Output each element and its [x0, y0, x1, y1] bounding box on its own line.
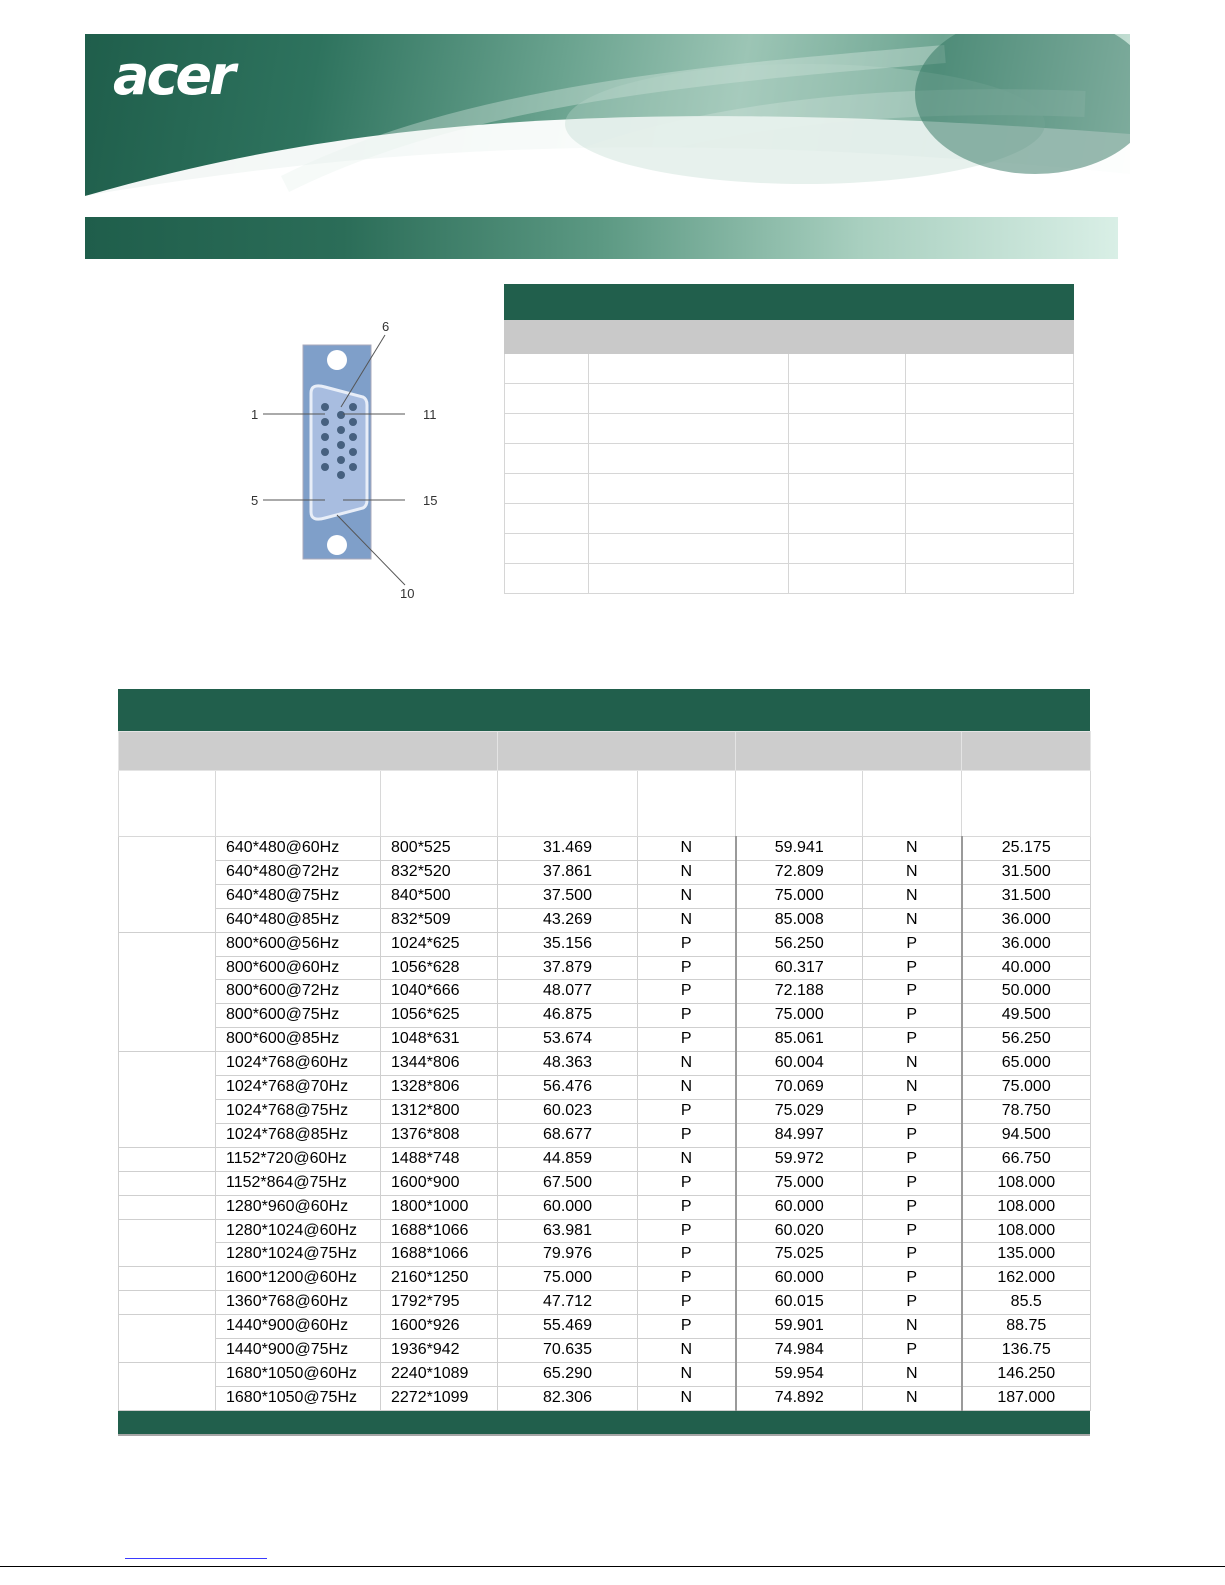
timing-table-section — [118, 689, 1090, 1436]
mode-group-cell — [119, 1291, 216, 1315]
total-pixels-cell: 1056*625 — [381, 1004, 498, 1028]
timing-row — [119, 1171, 1091, 1195]
v-polarity-cell: P — [863, 1099, 962, 1123]
pixel-clock-cell: 162.000 — [962, 1267, 1091, 1291]
total-pixels-cell: 2272*1099 — [381, 1386, 498, 1410]
v-polarity-cell: P — [863, 1195, 962, 1219]
v-frequency-cell: 75.000 — [736, 884, 863, 908]
v-polarity-cell: N — [863, 884, 962, 908]
total-pixels-cell: 2160*1250 — [381, 1267, 498, 1291]
pin-table-title-row — [505, 285, 1074, 320]
pixel-clock-cell: 36.000 — [962, 908, 1091, 932]
resolution-cell: 1440*900@60Hz — [216, 1315, 381, 1339]
h-polarity-cell: P — [638, 1243, 736, 1267]
pin-assignment-table — [504, 284, 1074, 594]
timing-table-body — [119, 837, 1091, 1411]
pixel-clock-cell: 75.000 — [962, 1076, 1091, 1100]
total-pixels-cell: 1376*808 — [381, 1123, 498, 1147]
v-polarity-cell: N — [863, 1076, 962, 1100]
pixel-clock-cell: 78.750 — [962, 1099, 1091, 1123]
resolution-cell: 1600*1200@60Hz — [216, 1267, 381, 1291]
resolution-cell: 1680*1050@75Hz — [216, 1386, 381, 1410]
v-polarity-cell: P — [863, 1219, 962, 1243]
timing-row — [119, 1147, 1091, 1171]
h-frequency-cell: 65.290 — [498, 1362, 638, 1386]
timing-group-header-row — [119, 732, 1091, 771]
h-frequency-cell: 68.677 — [498, 1123, 638, 1147]
v-polarity-cell: N — [863, 837, 962, 861]
v-frequency-cell: 75.029 — [736, 1099, 863, 1123]
h-frequency-cell: 67.500 — [498, 1171, 638, 1195]
h-frequency-cell: 43.269 — [498, 908, 638, 932]
pixel-clock-cell: 136.75 — [962, 1339, 1091, 1363]
timing-row — [119, 884, 1091, 908]
h-polarity-cell: P — [638, 1028, 736, 1052]
v-polarity-cell: N — [863, 1052, 962, 1076]
v-frequency-cell: 60.000 — [736, 1195, 863, 1219]
pixel-clock-cell: 36.000 — [962, 932, 1091, 956]
mode-group-cell — [119, 932, 216, 1052]
pin-label-15: 15 — [423, 493, 438, 508]
pin-table-row — [505, 534, 1074, 564]
v-polarity-cell: P — [863, 1123, 962, 1147]
total-pixels-cell: 1800*1000 — [381, 1195, 498, 1219]
pin-table-row — [505, 504, 1074, 534]
h-polarity-cell: P — [638, 1267, 736, 1291]
timing-table — [118, 731, 1091, 1411]
total-pixels-cell: 1792*795 — [381, 1291, 498, 1315]
resolution-cell: 640*480@60Hz — [216, 837, 381, 861]
footer-link-underline — [125, 1558, 267, 1559]
v-frequency-cell: 85.061 — [736, 1028, 863, 1052]
v-polarity-cell: P — [863, 1147, 962, 1171]
h-polarity-cell: N — [638, 837, 736, 861]
timing-table-title-bar — [118, 689, 1090, 731]
mode-group-cell — [119, 1362, 216, 1410]
mode-group-cell — [119, 1052, 216, 1148]
h-frequency-cell: 37.861 — [498, 860, 638, 884]
v-polarity-cell: P — [863, 932, 962, 956]
resolution-cell: 800*600@85Hz — [216, 1028, 381, 1052]
timing-row — [119, 1243, 1091, 1267]
timing-row — [119, 1339, 1091, 1363]
pixel-clock-cell: 25.175 — [962, 837, 1091, 861]
resolution-cell: 1360*768@60Hz — [216, 1291, 381, 1315]
mode-group-cell — [119, 1171, 216, 1195]
h-polarity-cell: P — [638, 1123, 736, 1147]
timing-row — [119, 1195, 1091, 1219]
timing-row — [119, 1291, 1091, 1315]
timing-row — [119, 1219, 1091, 1243]
timing-row — [119, 1123, 1091, 1147]
v-polarity-cell: N — [863, 1362, 962, 1386]
pixel-clock-cell: 31.500 — [962, 860, 1091, 884]
v-frequency-cell: 60.015 — [736, 1291, 863, 1315]
pin-table-subheader-row — [505, 320, 1074, 354]
total-pixels-cell: 1328*806 — [381, 1076, 498, 1100]
resolution-cell: 800*600@60Hz — [216, 956, 381, 980]
h-polarity-cell: N — [638, 860, 736, 884]
total-pixels-cell: 1056*628 — [381, 956, 498, 980]
timing-row — [119, 1076, 1091, 1100]
banner-swoosh-graphic — [85, 34, 1130, 196]
h-frequency-cell: 79.976 — [498, 1243, 638, 1267]
pin-table-row — [505, 354, 1074, 384]
v-polarity-cell: N — [863, 1315, 962, 1339]
timing-row — [119, 932, 1091, 956]
timing-row — [119, 1315, 1091, 1339]
v-frequency-cell: 72.809 — [736, 860, 863, 884]
h-frequency-cell: 70.635 — [498, 1339, 638, 1363]
footer-rule — [0, 1566, 1225, 1567]
resolution-cell: 1280*1024@60Hz — [216, 1219, 381, 1243]
v-frequency-cell: 85.008 — [736, 908, 863, 932]
total-pixels-cell: 1312*800 — [381, 1099, 498, 1123]
h-frequency-cell: 60.000 — [498, 1195, 638, 1219]
pixel-clock-cell: 40.000 — [962, 956, 1091, 980]
resolution-cell: 1024*768@85Hz — [216, 1123, 381, 1147]
h-polarity-cell: P — [638, 956, 736, 980]
h-polarity-cell: P — [638, 1171, 736, 1195]
resolution-cell: 1680*1050@60Hz — [216, 1362, 381, 1386]
h-frequency-cell: 55.469 — [498, 1315, 638, 1339]
resolution-cell: 1152*720@60Hz — [216, 1147, 381, 1171]
pixel-clock-cell: 135.000 — [962, 1243, 1091, 1267]
total-pixels-cell: 2240*1089 — [381, 1362, 498, 1386]
h-polarity-cell: N — [638, 908, 736, 932]
h-polarity-cell: N — [638, 1386, 736, 1410]
h-polarity-cell: P — [638, 1195, 736, 1219]
v-polarity-cell: N — [863, 860, 962, 884]
timing-row — [119, 1028, 1091, 1052]
pin-label-11: 11 — [423, 407, 437, 422]
mode-group-cell — [119, 1315, 216, 1363]
v-frequency-cell: 60.000 — [736, 1267, 863, 1291]
pin-table-row — [505, 474, 1074, 504]
total-pixels-cell: 1048*631 — [381, 1028, 498, 1052]
total-pixels-cell: 1024*625 — [381, 932, 498, 956]
v-frequency-cell: 59.972 — [736, 1147, 863, 1171]
v-polarity-cell: P — [863, 1267, 962, 1291]
resolution-cell: 800*600@56Hz — [216, 932, 381, 956]
timing-row — [119, 1267, 1091, 1291]
resolution-cell: 640*480@75Hz — [216, 884, 381, 908]
h-polarity-cell: N — [638, 1076, 736, 1100]
total-pixels-cell: 1688*1066 — [381, 1219, 498, 1243]
h-frequency-cell: 47.712 — [498, 1291, 638, 1315]
pixel-clock-cell: 56.250 — [962, 1028, 1091, 1052]
resolution-cell: 1152*864@75Hz — [216, 1171, 381, 1195]
pixel-clock-cell: 50.000 — [962, 980, 1091, 1004]
timing-column-header-row — [119, 771, 1091, 837]
h-polarity-cell: P — [638, 1315, 736, 1339]
timing-row — [119, 860, 1091, 884]
timing-row — [119, 908, 1091, 932]
timing-row — [119, 1386, 1091, 1410]
resolution-cell: 640*480@72Hz — [216, 860, 381, 884]
total-pixels-cell: 1488*748 — [381, 1147, 498, 1171]
timing-table-footer-bar — [118, 1411, 1090, 1436]
pixel-clock-cell: 108.000 — [962, 1195, 1091, 1219]
h-frequency-cell: 48.363 — [498, 1052, 638, 1076]
pin-label-1: 1 — [251, 407, 259, 422]
pixel-clock-cell: 108.000 — [962, 1219, 1091, 1243]
h-frequency-cell: 48.077 — [498, 980, 638, 1004]
pixel-clock-cell: 88.75 — [962, 1315, 1091, 1339]
v-polarity-cell: P — [863, 980, 962, 1004]
mode-group-cell — [119, 1195, 216, 1219]
h-polarity-cell: P — [638, 1219, 736, 1243]
total-pixels-cell: 1040*666 — [381, 980, 498, 1004]
pixel-clock-cell: 85.5 — [962, 1291, 1091, 1315]
vga-connector-diagram — [245, 315, 455, 605]
v-polarity-cell: P — [863, 1339, 962, 1363]
v-polarity-cell: N — [863, 1386, 962, 1410]
h-polarity-cell: P — [638, 1291, 736, 1315]
total-pixels-cell: 800*525 — [381, 837, 498, 861]
h-frequency-cell: 37.500 — [498, 884, 638, 908]
resolution-cell: 1024*768@60Hz — [216, 1052, 381, 1076]
pin-table-row — [505, 384, 1074, 414]
v-frequency-cell: 72.188 — [736, 980, 863, 1004]
h-frequency-cell: 60.023 — [498, 1099, 638, 1123]
pixel-clock-cell: 187.000 — [962, 1386, 1091, 1410]
section-header-bar — [85, 217, 1118, 259]
pixel-clock-cell: 108.000 — [962, 1171, 1091, 1195]
resolution-cell: 1280*1024@75Hz — [216, 1243, 381, 1267]
h-polarity-cell: N — [638, 1339, 736, 1363]
v-frequency-cell: 75.025 — [736, 1243, 863, 1267]
h-polarity-cell: N — [638, 1362, 736, 1386]
pin-label-5: 5 — [251, 493, 259, 508]
v-frequency-cell: 75.000 — [736, 1004, 863, 1028]
pin-label-10: 10 — [400, 586, 415, 601]
h-polarity-cell: N — [638, 1147, 736, 1171]
h-frequency-cell: 56.476 — [498, 1076, 638, 1100]
h-polarity-cell: P — [638, 980, 736, 1004]
h-frequency-cell: 82.306 — [498, 1386, 638, 1410]
v-polarity-cell: P — [863, 1028, 962, 1052]
h-polarity-cell: P — [638, 1099, 736, 1123]
v-frequency-cell: 60.317 — [736, 956, 863, 980]
h-frequency-cell: 37.879 — [498, 956, 638, 980]
timing-row — [119, 837, 1091, 861]
h-frequency-cell: 75.000 — [498, 1267, 638, 1291]
v-frequency-cell: 70.069 — [736, 1076, 863, 1100]
h-polarity-cell: N — [638, 884, 736, 908]
v-polarity-cell: P — [863, 1291, 962, 1315]
v-polarity-cell: P — [863, 1171, 962, 1195]
timing-row — [119, 1362, 1091, 1386]
resolution-cell: 640*480@85Hz — [216, 908, 381, 932]
resolution-cell: 1024*768@75Hz — [216, 1099, 381, 1123]
v-frequency-cell: 84.997 — [736, 1123, 863, 1147]
total-pixels-cell: 1936*942 — [381, 1339, 498, 1363]
v-frequency-cell: 60.004 — [736, 1052, 863, 1076]
timing-row — [119, 980, 1091, 1004]
timing-row — [119, 1099, 1091, 1123]
total-pixels-cell: 832*520 — [381, 860, 498, 884]
resolution-cell: 1024*768@70Hz — [216, 1076, 381, 1100]
h-frequency-cell: 63.981 — [498, 1219, 638, 1243]
v-polarity-cell: P — [863, 956, 962, 980]
v-polarity-cell: P — [863, 1243, 962, 1267]
h-frequency-cell: 46.875 — [498, 1004, 638, 1028]
pixel-clock-cell: 31.500 — [962, 884, 1091, 908]
total-pixels-cell: 832*509 — [381, 908, 498, 932]
v-frequency-cell: 75.000 — [736, 1171, 863, 1195]
h-frequency-cell: 31.469 — [498, 837, 638, 861]
timing-row — [119, 956, 1091, 980]
h-polarity-cell: N — [638, 1052, 736, 1076]
v-frequency-cell: 60.020 — [736, 1219, 863, 1243]
mode-group-cell — [119, 837, 216, 933]
total-pixels-cell: 1600*926 — [381, 1315, 498, 1339]
v-polarity-cell: N — [863, 908, 962, 932]
timing-row — [119, 1052, 1091, 1076]
pin-table-row — [505, 414, 1074, 444]
total-pixels-cell: 1688*1066 — [381, 1243, 498, 1267]
total-pixels-cell: 1344*806 — [381, 1052, 498, 1076]
resolution-cell: 800*600@75Hz — [216, 1004, 381, 1028]
h-frequency-cell: 35.156 — [498, 932, 638, 956]
pixel-clock-cell: 49.500 — [962, 1004, 1091, 1028]
resolution-cell: 1280*960@60Hz — [216, 1195, 381, 1219]
pixel-clock-cell: 94.500 — [962, 1123, 1091, 1147]
pin-table-row — [505, 564, 1074, 594]
v-frequency-cell: 74.984 — [736, 1339, 863, 1363]
h-frequency-cell: 53.674 — [498, 1028, 638, 1052]
v-frequency-cell: 74.892 — [736, 1386, 863, 1410]
pin-table-row — [505, 444, 1074, 474]
timing-row — [119, 1004, 1091, 1028]
h-polarity-cell: P — [638, 932, 736, 956]
v-frequency-cell: 59.901 — [736, 1315, 863, 1339]
header-banner — [85, 34, 1130, 196]
total-pixels-cell: 840*500 — [381, 884, 498, 908]
pixel-clock-cell: 66.750 — [962, 1147, 1091, 1171]
pixel-clock-cell: 146.250 — [962, 1362, 1091, 1386]
mode-group-cell — [119, 1147, 216, 1171]
pin-label-6: 6 — [382, 319, 390, 334]
pixel-clock-cell: 65.000 — [962, 1052, 1091, 1076]
resolution-cell: 1440*900@75Hz — [216, 1339, 381, 1363]
v-polarity-cell: P — [863, 1004, 962, 1028]
v-frequency-cell: 59.954 — [736, 1362, 863, 1386]
v-frequency-cell: 56.250 — [736, 932, 863, 956]
h-polarity-cell: P — [638, 1004, 736, 1028]
total-pixels-cell: 1600*900 — [381, 1171, 498, 1195]
mode-group-cell — [119, 1219, 216, 1267]
mode-group-cell — [119, 1267, 216, 1291]
v-frequency-cell: 59.941 — [736, 837, 863, 861]
h-frequency-cell: 44.859 — [498, 1147, 638, 1171]
resolution-cell: 800*600@72Hz — [216, 980, 381, 1004]
acer-logo: acer — [113, 44, 233, 107]
